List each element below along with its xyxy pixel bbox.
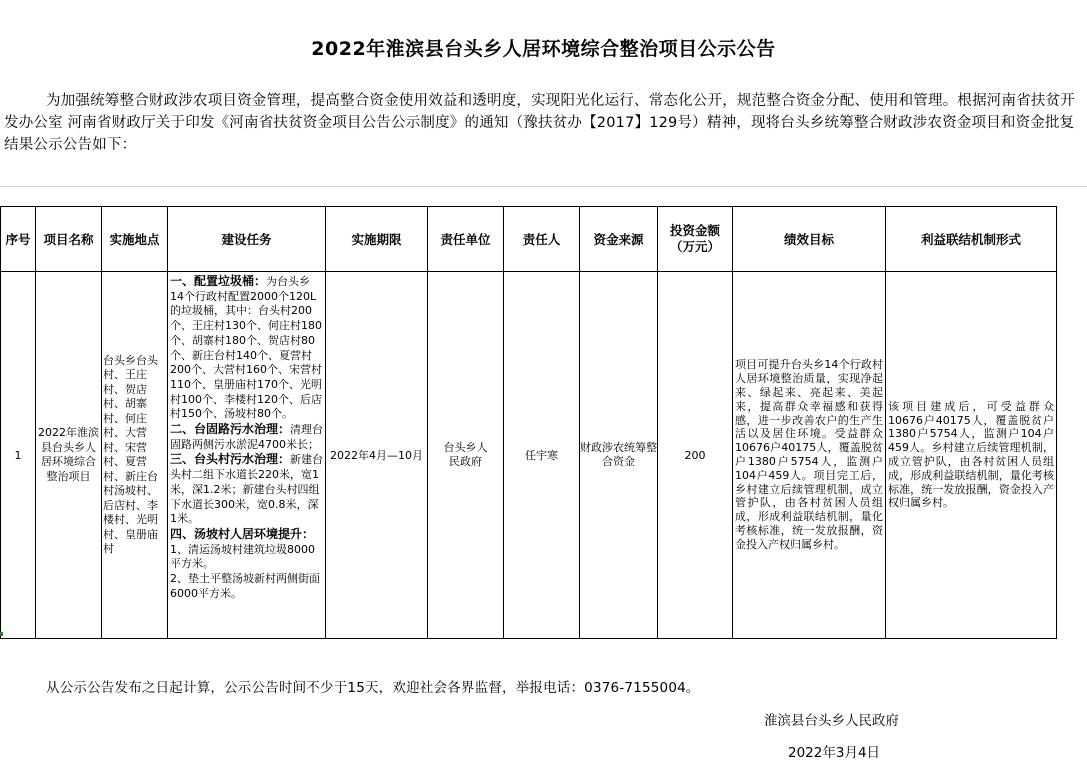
task-text-1: 为台头乡14个行政村配置2000个120L的垃圾桶，其中：台头村200个、王庄村130个、何庄村180个、胡寨村180个、贺店村80个、新庄台村140个、夏营村200个、大营村160个、宋营村110个、皇册庙村170个、光明村100个、李楼村120个、后店村150个、汤坡村80个。 <box>170 275 322 421</box>
cell-tasks <box>168 272 326 639</box>
header-fund-source: 资金来源 <box>580 207 658 272</box>
cell-marker <box>0 632 3 636</box>
task-heading-4: 四、汤坡村人居环境提升： <box>170 526 315 541</box>
cell-amount: 200 <box>658 272 733 639</box>
cell-fund-source: 财政涉农统筹整合资金 <box>580 272 658 639</box>
divider <box>0 186 1087 187</box>
cell-unit: 台头乡人民政府 <box>428 272 504 639</box>
task-heading-1: 一、配置垃圾桶： <box>170 274 267 288</box>
header-name: 项目名称 <box>36 207 102 272</box>
header-amount: 投资金额（万元） <box>658 207 733 272</box>
header-performance: 绩效目标 <box>733 207 886 272</box>
header-period: 实施期限 <box>326 207 428 272</box>
table-header-row <box>1 207 1057 272</box>
header-tasks: 建设任务 <box>168 207 326 272</box>
cell-mechanism: 该项目建成后，可受益群众10676户40175人，覆盖脱贫户1380户5754人，监测户104户459人。乡村建立后续管理机制，成立管护队，由各村贫困人员组成，形成利益联结机制，量化考核标准，统一发放报酬，资金投入产权归属乡村。 <box>886 272 1057 639</box>
intro-paragraph: 为加强统筹整合财政涉农项目资金管理，提高整合资金使用效益和透明度，实现阳光化运行、常态化公开，规范整合资金分配、使用和管理。根据河南省扶贫开发办公室 河南省财政厅关于印发《河南省扶贫资金项目公告公示制度》的通知（豫扶贫办【2017】129号）精神，现将台头乡统筹整合财政涉农资金项目和资金批复结果公示公告如下： <box>4 93 1075 153</box>
cell-performance: 项目可提升台头乡14个行政村人居环境整治质量，实现净起来、绿起来、亮起来、美起来，提高群众幸福感和获得感，进一步改善农户的生产生活以及居住环境。受益群众10676户40175人，覆盖脱贫户1380户5754人，监测户104户459人。项目完工后，乡村建立后续管理机制，成立管护队，由各村贫困人员组成，形成利益联结机制，量化考核标准，统一发放报酬，资金投入产权归属乡村。 <box>733 272 886 639</box>
task-text-5: 2、垫土平整汤坡新村两侧街面6000平方米。 <box>170 572 320 600</box>
task-heading-2: 二、台固路污水治理： <box>170 422 291 437</box>
cell-no: 1 <box>1 272 36 639</box>
header-location: 实施地点 <box>102 207 168 272</box>
header-mechanism: 利益联结机制形式 <box>886 207 1057 272</box>
table-row <box>1 272 1057 639</box>
issuing-organization: 淮滨县台头乡人民政府 <box>764 713 899 729</box>
task-heading-3: 三、台头村污水治理： <box>170 452 291 467</box>
task-text-4: 1、清运汤坡村建筑垃圾8000平方米。 <box>170 542 315 571</box>
cell-period: 2022年4月—10月 <box>326 272 428 639</box>
task-text-2: 清理台固路两侧污水淤泥4700米长； <box>170 423 324 451</box>
cell-name: 2022年淮滨县台头乡人居环境综合整治项目 <box>36 272 102 639</box>
issue-date: 2022年3月4日 <box>788 745 881 761</box>
cell-person: 任宇寒 <box>504 272 580 639</box>
page-title: 2022年淮滨县台头乡人居环境综合整治项目公示公告 <box>311 38 776 60</box>
project-table <box>0 206 1057 639</box>
header-person: 责任人 <box>504 207 580 272</box>
header-no: 序号 <box>1 207 36 272</box>
header-unit: 责任单位 <box>428 207 504 272</box>
task-text-3: 新建台头村二组下水道长220米，宽1米，深1.2米；新建台头村四组下水道长300米，宽0.8米，深1米。 <box>170 453 324 526</box>
cell-location: 台头乡台头村、王庄村、贺店村、胡寨村、何庄村、大营村、宋营村、夏营村、新庄台村汤坡村、后店村、李楼村、光明村、皇册庙村 <box>102 272 168 639</box>
footer-note: 从公示公告发布之日起计算，公示公告时间不少于15天，欢迎社会各界监督，举报电话：0376-7155004。 <box>46 680 700 696</box>
